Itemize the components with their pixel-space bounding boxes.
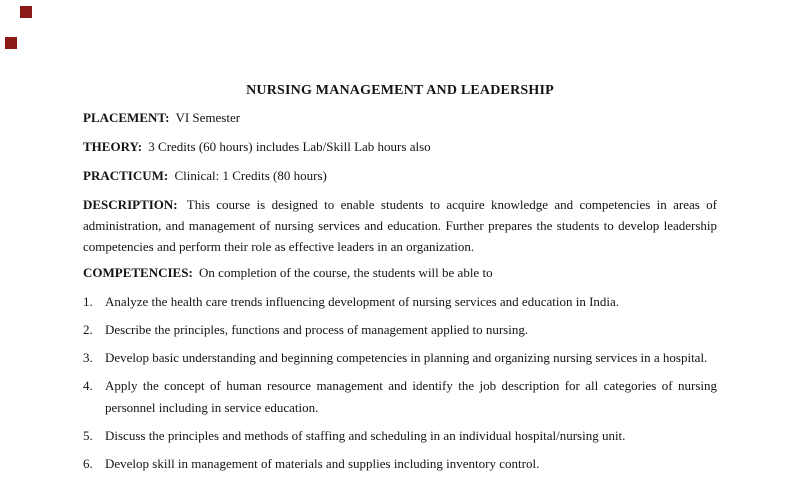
placement-value: VI Semester <box>175 110 241 125</box>
competency-text: Apply the concept of human resource management and identify the job description for all categories of nursing personnel including in service education. <box>105 378 717 415</box>
competencies-label: COMPETENCIES: <box>83 265 193 280</box>
theory-line <box>83 136 717 157</box>
competency-text: Develop skill in management of materials and supplies including inventory control. <box>105 456 540 471</box>
list-number: 2. <box>83 322 93 337</box>
competencies-line <box>83 262 717 283</box>
competency-item <box>83 375 717 419</box>
competency-text: Analyze the health care trends influencing development of nursing services and education in India. <box>105 294 620 309</box>
competencies-intro: On completion of the course, the students will be able to <box>199 265 493 280</box>
competency-text: Describe the principles, functions and process of management applied to nursing. <box>105 322 529 337</box>
competency-item <box>83 425 717 447</box>
placement-line <box>83 107 717 128</box>
list-number: 3. <box>83 350 93 365</box>
theory-value: 3 Credits (60 hours) includes Lab/Skill Lab hours also <box>148 139 431 154</box>
competency-item <box>83 453 717 475</box>
competency-item <box>83 291 717 313</box>
competency-item <box>83 319 717 341</box>
competency-text: Develop basic understanding and beginning competencies in planning and organizing nursing services in a hospital. <box>105 350 708 365</box>
competency-text: Discuss the principles and methods of staffing and scheduling in an individual hospital/nursing unit. <box>105 428 626 443</box>
list-number: 1. <box>83 294 93 309</box>
theory-label: THEORY: <box>83 139 143 154</box>
list-number: 4. <box>83 378 93 393</box>
practicum-label: PRACTICUM: <box>83 168 169 183</box>
competencies-list <box>83 291 717 475</box>
list-number: 6. <box>83 456 93 471</box>
competency-item <box>83 347 717 369</box>
list-number: 5. <box>83 428 93 443</box>
practicum-value: Clinical: 1 Credits (80 hours) <box>174 168 327 183</box>
description-text: This course is designed to enable students to acquire knowledge and competencies in areas of administration, and management of nursing services and education. Further prepares the students to develop leadership competencies and perform their role as effective leaders in an organization. <box>83 197 718 254</box>
description-label: DESCRIPTION: <box>83 197 178 212</box>
description-paragraph <box>83 194 717 257</box>
page-title: NURSING MANAGEMENT AND LEADERSHIP <box>246 83 554 98</box>
practicum-line <box>83 165 717 186</box>
placement-label: PLACEMENT: <box>83 110 170 125</box>
